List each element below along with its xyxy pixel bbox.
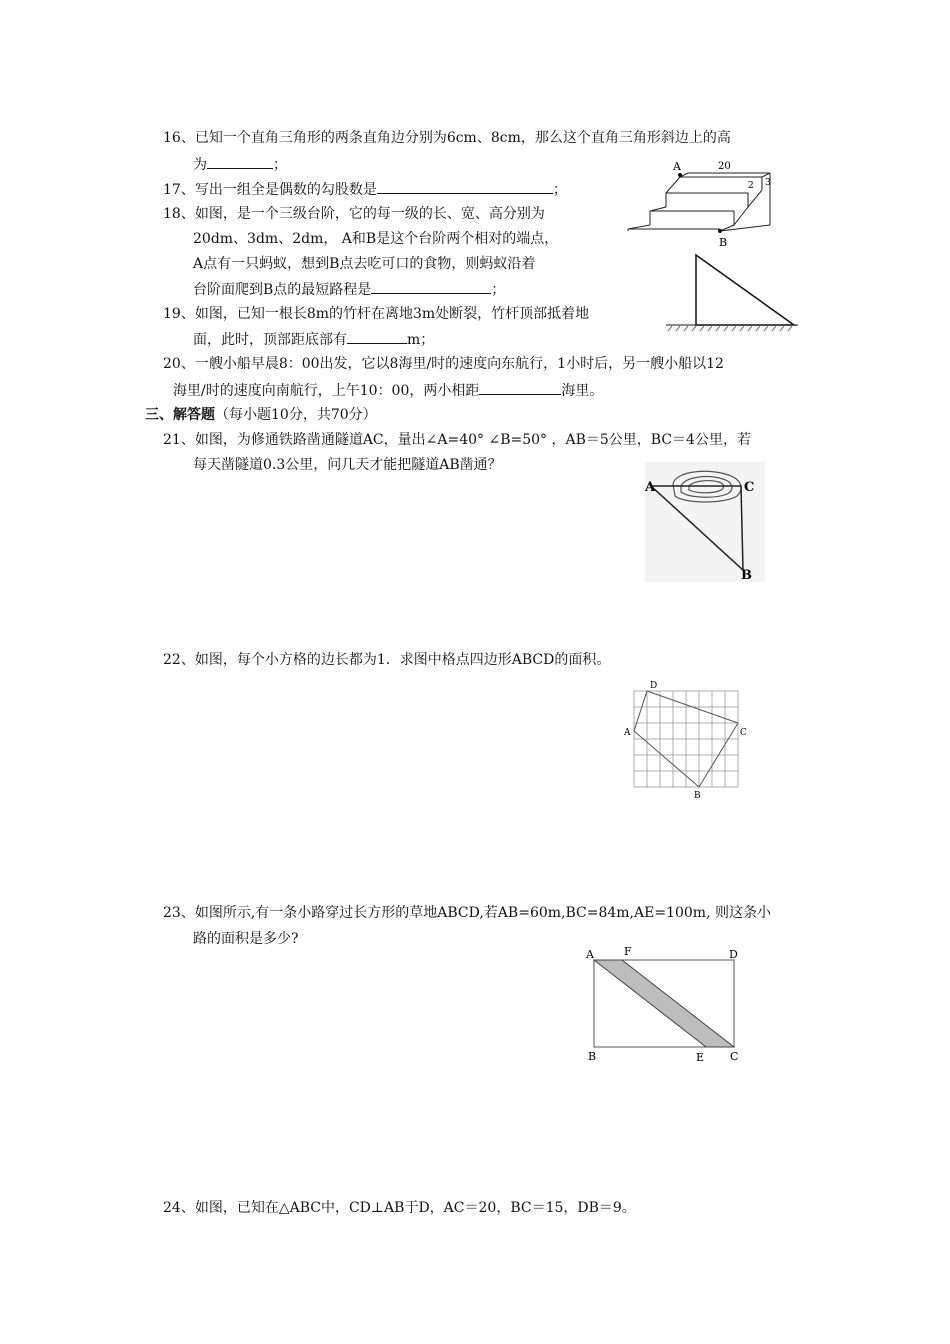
q16-line2 — [193, 154, 287, 175]
rectangle-path-figure — [580, 940, 745, 1065]
q19-post: m； — [407, 332, 435, 348]
q19-pre: 面，此时，顶部距底部有 — [193, 332, 347, 348]
q17-post: ； — [552, 182, 567, 198]
rect-label-d: D — [729, 948, 738, 961]
q20-answer-blank[interactable] — [479, 380, 561, 395]
section3-note: （每小题10分，共70分） — [215, 407, 377, 423]
section3-title: 三、解答题 — [145, 407, 215, 423]
grid-label-d: D — [650, 681, 658, 691]
q16-post: ； — [273, 157, 287, 173]
q19-line2 — [193, 329, 434, 350]
q18-pre: 台阶面爬到B点的最短路程是 — [193, 282, 372, 298]
q18-line1: 18、如图，是一个三级台阶，它的每一级的长、宽、高分别为 — [163, 206, 545, 222]
q16-answer-blank[interactable] — [207, 154, 273, 169]
stairs-label-3: 3 — [765, 178, 771, 188]
q20-pre: 海里/时的速度向南航行，上午10：00，两小相距 — [173, 383, 480, 399]
q20-line2 — [173, 380, 603, 401]
grid-label-b: B — [694, 791, 701, 801]
q23-line1: 23、如图所示,有一条小路穿过长方形的草地ABCD,若AB=60m,BC=84m,AE=100m, 则这条小 — [163, 905, 771, 921]
stairs-label-b: B — [719, 236, 728, 249]
q23-line2: 路的面积是多少? — [193, 931, 299, 947]
q16-pre: 为 — [193, 157, 207, 173]
q19-answer-blank[interactable] — [347, 329, 407, 344]
stairs-label-20: 20 — [718, 161, 731, 172]
tunnel-figure — [645, 462, 765, 582]
stairs-figure — [620, 155, 780, 250]
bamboo-triangle-figure — [660, 250, 800, 340]
grid-label-c: C — [740, 728, 747, 738]
point-b-dot — [718, 229, 722, 233]
q21-line2: 每天凿隧道0.3公里，问几天才能把隧道AB凿通？ — [193, 457, 502, 473]
grid-label-a: A — [624, 728, 631, 738]
tunnel-label-b: B — [741, 568, 752, 582]
stairs-label-a: A — [673, 160, 681, 173]
rect-label-b: B — [588, 1050, 597, 1063]
q20-post: 海里。 — [561, 383, 604, 399]
stairs-label-2: 2 — [748, 181, 754, 191]
q16-line1: 16、已知一个直角三角形的两条直角边分别为6cm、8cm，那么这个直角三角形斜边上的高 — [163, 130, 731, 146]
q18-line4 — [193, 279, 505, 300]
q18-line3: A点有一只蚂蚁，想到B点去吃可口的食物，则蚂蚁沿着 — [193, 256, 536, 272]
q17-line — [163, 179, 567, 200]
tunnel-label-c: C — [744, 480, 755, 495]
q18-post: ； — [491, 282, 506, 298]
q21-line1: 21、如图，为修通铁路凿通隧道AC，量出∠A=40° ∠B=50° ，AB＝5公里，BC＝4公里，若 — [163, 432, 751, 448]
q18-answer-blank[interactable] — [371, 279, 491, 294]
q17-answer-blank[interactable] — [377, 179, 553, 194]
tunnel-label-a: A — [645, 480, 656, 495]
point-a-dot — [678, 173, 682, 177]
rect-label-a: A — [586, 948, 594, 961]
q17-text: 17、写出一组全是偶数的勾股数是 — [163, 182, 377, 198]
rect-label-f: F — [624, 945, 632, 958]
q22-line: 22、如图，每个小方格的边长都为1．求图中格点四边形ABCD的面积。 — [163, 652, 611, 668]
q19-line1: 19、如图，已知一根长8m的竹杆在离地3m处断裂，竹杆顶部抵着地 — [163, 306, 590, 322]
rect-label-e: E — [696, 1051, 705, 1064]
rect-label-c: C — [730, 1050, 739, 1063]
section3-heading — [145, 405, 377, 425]
grid-quadrilateral-figure — [622, 678, 752, 803]
q20-line1: 20、一艘小船早晨8：00出发，它以8海里/时的速度向东航行，1小时后，另一艘小船以12 — [163, 356, 724, 372]
q18-line2: 20dm、3dm、2dm， A和B是这个台阶两个相对的端点， — [193, 231, 559, 247]
q24-line: 24、如图，已知在△ABC中，CD⊥AB于D，AC＝20，BC＝15，DB＝9。 — [163, 1200, 636, 1216]
